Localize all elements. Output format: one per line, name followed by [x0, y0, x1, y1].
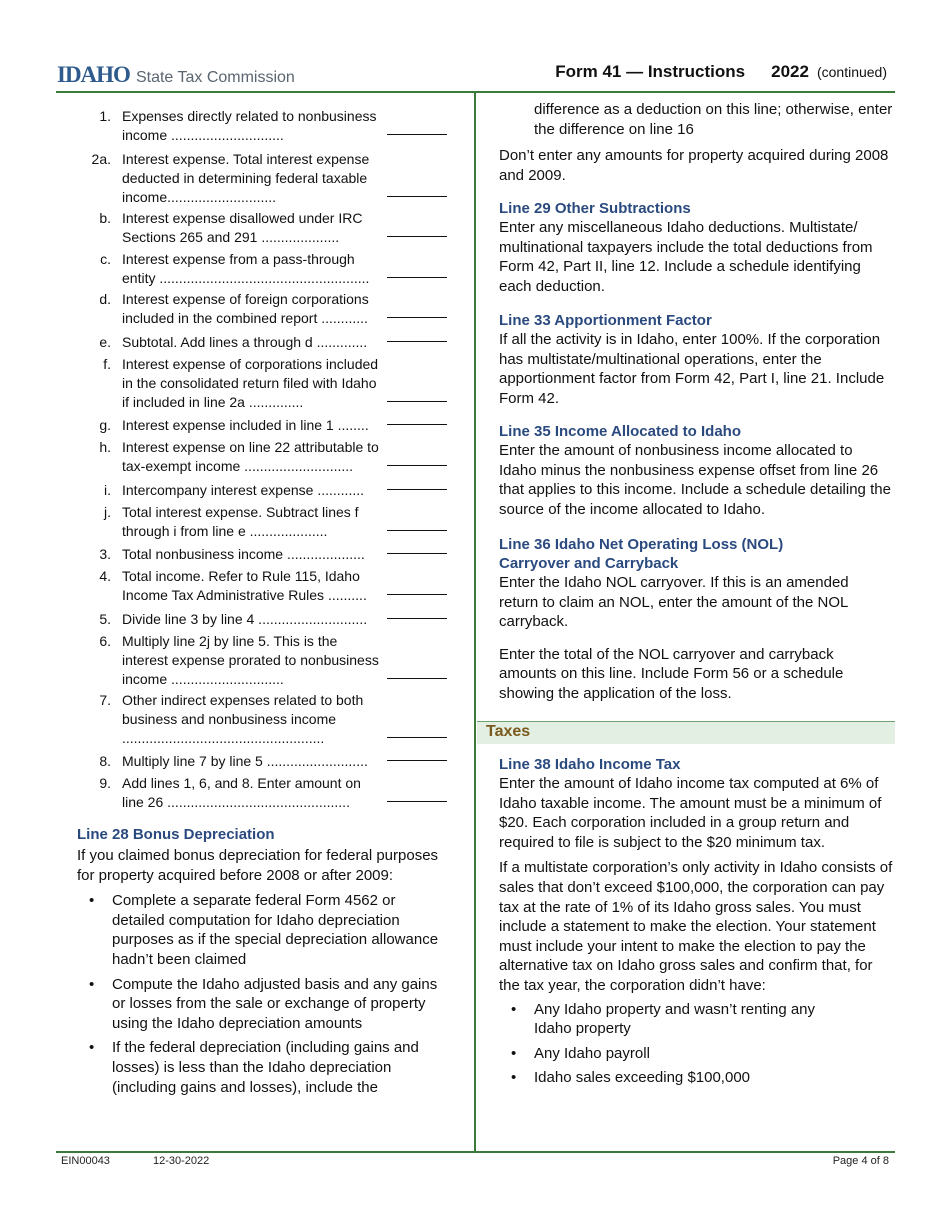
amount-line [387, 317, 447, 318]
form-year: 2022 [771, 62, 809, 81]
line36-body1: Enter the Idaho NOL carryover. If this is an amended return to claim an NOL, enter the amount of the NOL carryback. [499, 574, 849, 631]
line29-section [499, 199, 894, 296]
line29-body: Enter any miscellaneous Idaho deductions. Multistate/ multinational taxpayers include the total deductions from Form 42, Part II, line 12. Include a schedule identifying each deduction. [499, 219, 873, 295]
row-number: e. [99, 334, 111, 350]
row-number: 4. [99, 568, 111, 584]
amount-line [387, 196, 447, 197]
list-item: • Compute the Idaho adjusted basis and any gains or losses from the sale or exchange of property using the Idaho depreciation amounts [77, 975, 452, 1034]
footer-rule [56, 1151, 895, 1153]
row-label: Multiply line 2j by line 5. This is the interest expense prorated to nonbusiness income ............................. [122, 633, 379, 687]
line36-heading: Line 36 Idaho Net Operating Loss (NOL) Carryover and Carryback [499, 536, 784, 572]
form-title: Form 41 — Instructions [555, 62, 746, 81]
row-label: Other indirect expenses related to both business and nonbusiness income .................................................... [122, 692, 364, 746]
row-label: Expenses directly related to nonbusiness income ............................. [122, 108, 377, 143]
footer-date: 12-30-2022 [153, 1155, 210, 1167]
row-number: b. [99, 210, 111, 226]
row-label: Total interest expense. Subtract lines f through i from line e .................... [122, 504, 359, 539]
row-label: Interest expense of foreign corporations included in the combined report ............ [122, 291, 369, 326]
row-label: Subtotal. Add lines a through d ............. [122, 334, 368, 350]
row-label: Interest expense on line 22 attributable to tax-exempt income ............................ [122, 439, 379, 474]
row-number: 9. [99, 775, 111, 791]
line35-body: Enter the amount of nonbusiness income allocated to Idaho minus the nonbusiness expense offset from line 26 that applies to this income. Include a schedule detailing the source of the income allocated to Idaho. [499, 442, 891, 518]
continued-label: (continued) [816, 64, 887, 80]
row-number: i. [104, 482, 111, 498]
row-number: h. [99, 439, 111, 455]
column-divider [474, 92, 476, 1151]
amount-line [387, 465, 447, 466]
row-label: Intercompany interest expense ............ [122, 482, 365, 498]
amount-line [387, 737, 447, 738]
row-label: Interest expense of corporations included in the consolidated return filed with Idaho if included in line 2a .............. [122, 356, 379, 410]
row-number: 5. [99, 611, 111, 627]
amount-line [387, 341, 447, 342]
line28-continuation: difference as a deduction on this line; otherwise, enter the difference on line 16 [534, 101, 893, 138]
row-label: Interest expense from a pass-through entity ...................................................... [122, 251, 370, 286]
row-number: g. [99, 417, 111, 433]
list-item: • If the federal depreciation (including gains and losses) is less than the Idaho depreciation (including gains and losses), include the [77, 1038, 452, 1097]
row-number: c. [100, 251, 111, 267]
line36-section [499, 535, 894, 704]
logo-mark: IDAHO [57, 62, 130, 87]
amount-line [387, 489, 447, 490]
amount-line [387, 424, 447, 425]
list-item: • Any Idaho payroll [499, 1044, 895, 1064]
list-item: • Idaho sales exceeding $100,000 [499, 1068, 895, 1088]
row-number: 8. [99, 753, 111, 769]
list-item: • Any Idaho property and wasn’t renting any Idaho property [499, 1000, 844, 1039]
row-label: Multiply line 7 by line 5 .......................... [122, 753, 368, 769]
amount-line [387, 530, 447, 531]
amount-line [387, 277, 447, 278]
line28-bullets [77, 891, 452, 1097]
amount-line [387, 553, 447, 554]
line28-section [77, 825, 452, 1102]
row-label: Total income. Refer to Rule 115, Idaho Income Tax Administrative Rules .......... [122, 568, 367, 603]
row-label: Interest expense disallowed under IRC Sections 265 and 291 .................... [122, 210, 363, 245]
amount-line [387, 134, 447, 135]
line28-heading: Line 28 Bonus Depreciation [77, 826, 275, 843]
page-title [555, 62, 887, 82]
line35-heading: Line 35 Income Allocated to Idaho [499, 423, 741, 440]
line38-bullets [499, 1000, 895, 1088]
amount-line [387, 594, 447, 595]
row-number: j. [104, 504, 111, 520]
line28-note: Don’t enter any amounts for property acquired during 2008 and 2009. [499, 147, 889, 184]
row-number: 3. [99, 546, 111, 562]
line29-heading: Line 29 Other Subtractions [499, 200, 691, 217]
amount-line [387, 760, 447, 761]
row-number: 1. [99, 108, 111, 124]
line36-body2: Enter the total of the NOL carryover and carryback amounts on this line. Include Form 56 or a schedule showing the application of the loss. [499, 645, 844, 702]
row-label: Divide line 3 by line 4 ............................ [122, 611, 368, 627]
line33-body: If all the activity is in Idaho, enter 100%. If the corporation has multistate/multinational operations, enter the apportionment factor from Form 42, Part I, line 21. Include Form 42. [499, 331, 885, 407]
line35-section [499, 422, 894, 519]
row-number: 7. [99, 692, 111, 708]
agency-logo [57, 62, 295, 88]
logo-text: State Tax Commission [135, 69, 295, 86]
row-label: Total nonbusiness income .................... [122, 546, 365, 562]
row-number: f. [103, 356, 111, 372]
amount-line [387, 678, 447, 679]
row-number: 6. [99, 633, 111, 649]
footer-page-number: Page 4 of 8 [832, 1155, 889, 1167]
line38-heading: Line 38 Idaho Income Tax [499, 756, 681, 773]
line33-section [499, 311, 894, 408]
footer-form-id: EIN00043 [61, 1155, 110, 1167]
line38-section [499, 755, 895, 1093]
line38-body2: If a multistate corporation’s only activity in Idaho consists of sales that don’t exceed $100,000, the corporation can pay tax at the rate of 1% of its Idaho gross sales. You must include a statement to make the election. Your statement must include your intent to make the election to pay the alternative tax on Idaho gross sales and confirm that, for the tax year, the corporation didn’t have: [499, 859, 893, 994]
row-number: d. [99, 291, 111, 307]
row-label: Interest expense. Total interest expense deducted in determining federal taxable income............................ [122, 151, 370, 205]
amount-line [387, 401, 447, 402]
line38-body1: Enter the amount of Idaho income tax computed at 6% of Idaho taxable income. The amount must be a minimum of $20. Each corporation included in a group return and required to file is subject to the $20 minimum tax. [499, 775, 882, 851]
row-number: 2a. [91, 151, 111, 167]
amount-line [387, 618, 447, 619]
line33-heading: Line 33 Apportionment Factor [499, 312, 712, 329]
line28-intro: If you claimed bonus depreciation for federal purposes for property acquired before 2008 or after 2009: [77, 847, 439, 884]
amount-line [387, 236, 447, 237]
taxes-section-title: Taxes [486, 723, 531, 740]
taxes-section-band [477, 721, 895, 744]
list-item: • Complete a separate federal Form 4562 or detailed computation for Idaho depreciation purposes as if the special depreciation allowance hadn’t been claimed [77, 891, 452, 969]
row-label: Interest expense included in line 1 ........ [122, 417, 369, 433]
amount-line [387, 801, 447, 802]
row-label: Add lines 1, 6, and 8. Enter amount on line 26 ............................................... [122, 775, 361, 810]
